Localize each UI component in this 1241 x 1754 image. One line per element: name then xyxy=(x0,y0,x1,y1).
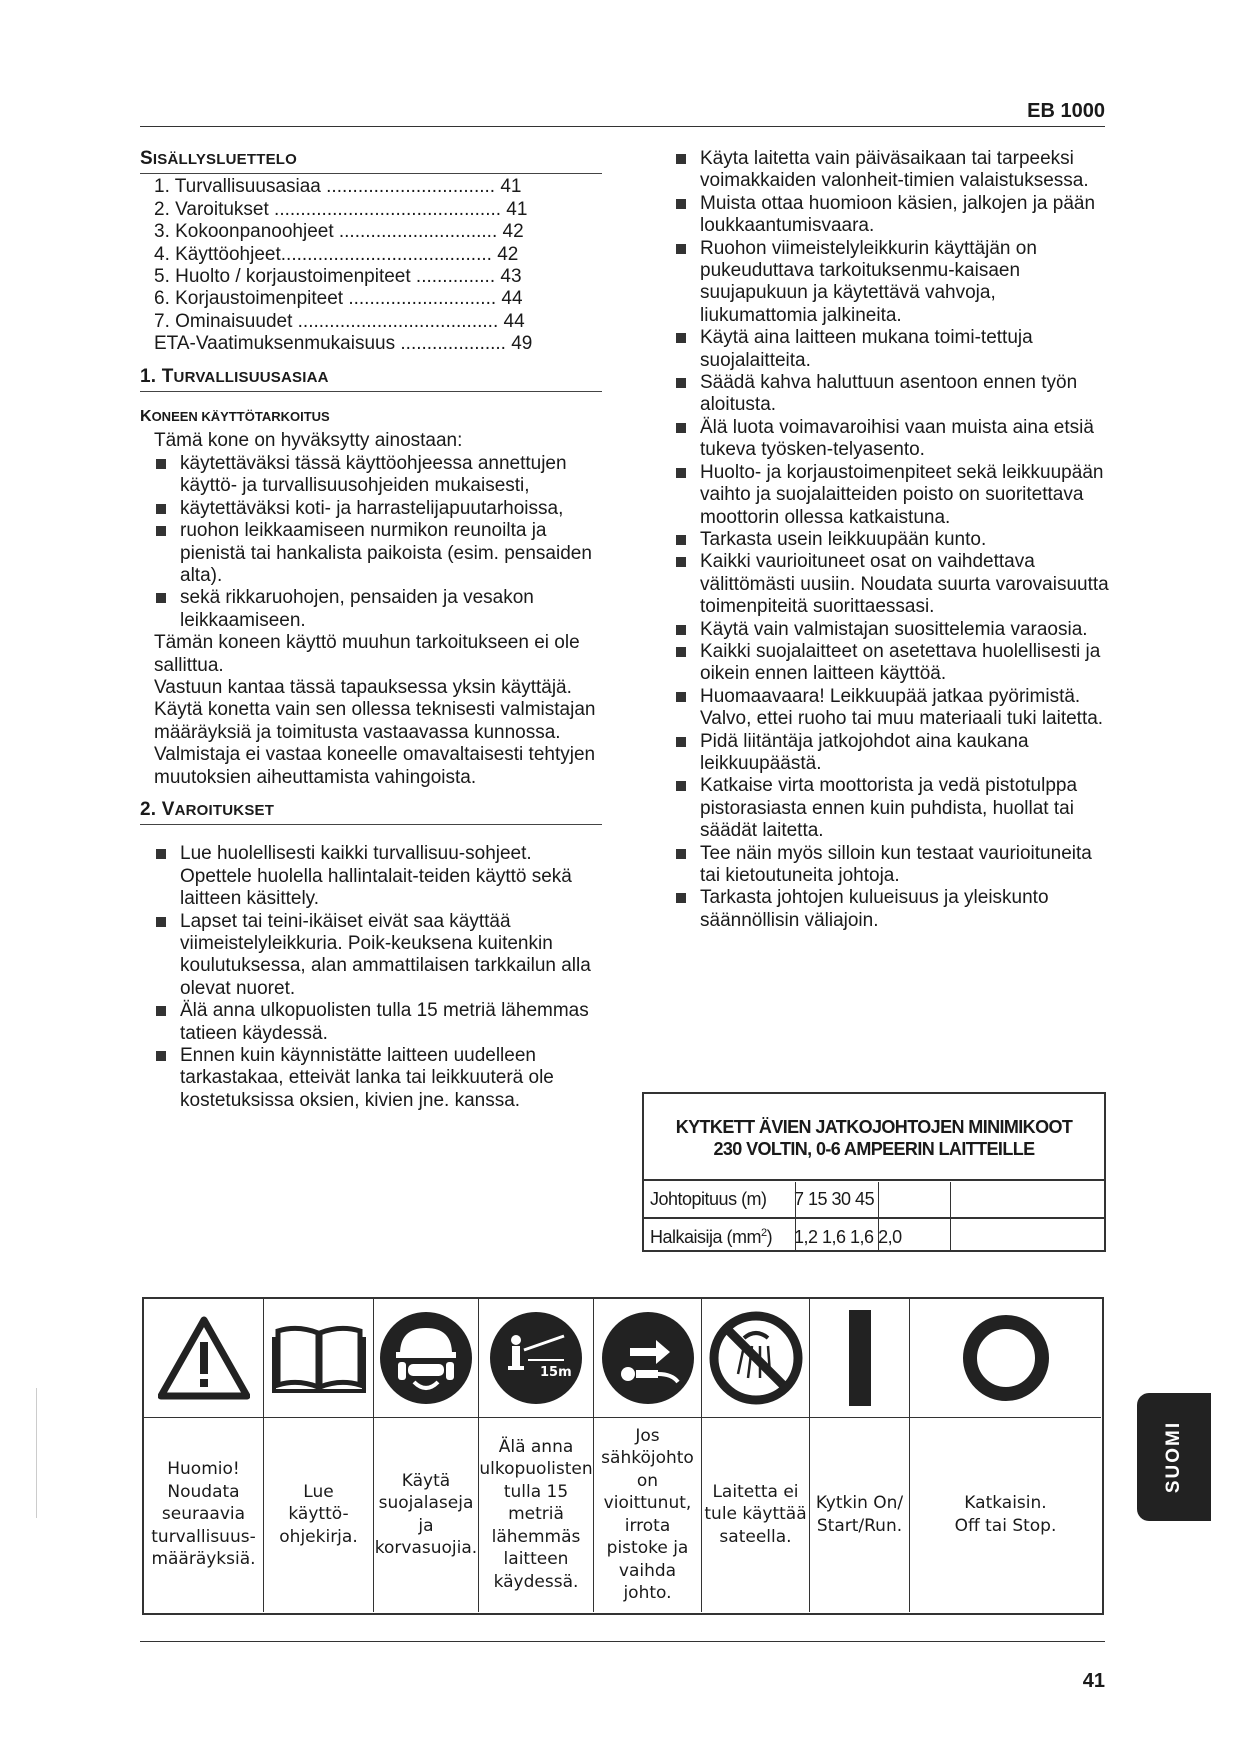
symbol-cell-protection xyxy=(374,1299,479,1612)
right-column xyxy=(660,148,1110,932)
section1-subtitle: KONEEN KÄYTTÖTARKOITUS xyxy=(140,408,330,426)
on-switch-icon xyxy=(845,1308,875,1408)
section2-bullet: Älä anna ulkopuolisten tulla 15 metriä lähemmas tatieen käydessä. xyxy=(154,1000,602,1045)
warning-bullet: Muista ottaa huomioon käsien, jalkojen ja pään loukkaantumisvaara. xyxy=(674,193,1110,238)
cable-length-values: 7 15 30 45 xyxy=(794,1189,875,1209)
section1-bullet: sekä rikkaruohojen, pensaiden ja vesakon leikkaamiseen. xyxy=(154,587,602,632)
header-rule xyxy=(140,126,1105,127)
cable-length-row xyxy=(644,1179,1104,1221)
section1-paragraph: Tämän koneen käyttö muuhun tarkoitukseen ei ole sallittua. xyxy=(154,632,580,676)
symbol-cell-on xyxy=(810,1299,910,1612)
toc-item[interactable]: 5. Huolto / korjaustoimenpiteet ............... 43 xyxy=(154,266,522,288)
section2-title: 2. VAROITUKSET xyxy=(140,799,602,825)
symbol-caption: Laitetta ei tule käyttää sateella. xyxy=(704,1481,807,1547)
symbol-cell-unplug xyxy=(594,1299,702,1612)
warning-bullet: Huomaavaara! Leikkuupää jatkaa pyörimistä. Valvo, ettei ruoho tai muu materiaali tuki laitetta. xyxy=(674,686,1110,731)
section1-bullet: käytettäväksi koti- ja harrastelijapuutarhoissa, xyxy=(154,498,602,520)
table-divider xyxy=(950,1182,951,1252)
cable-diameter-values: 1,2 1,6 1,6 2,0 xyxy=(794,1227,902,1247)
left-column xyxy=(140,148,602,1112)
warning-bullet: Pidä liitäntäja jatkojohdot aina kaukana leikkuupäästä. xyxy=(674,731,1110,776)
symbol-cell-warning xyxy=(144,1299,264,1612)
symbol-cell-distance xyxy=(479,1299,594,1612)
section1-bullet: ruohon leikkaamiseen nurmikon reunoilta ja pienistä tai hankalista paikoista (esim. pensaiden alta). xyxy=(154,520,602,587)
off-switch-icon xyxy=(960,1312,1052,1404)
warning-bullet: Älä luota voimavaroihisi vaan muista aina etsiä tukeva työsken-telyasento. xyxy=(674,417,1110,462)
page-number: 41 xyxy=(1082,1670,1105,1692)
language-tab-label: SUOMI xyxy=(1163,1420,1184,1494)
symbol-caption: Jos sähköjohto on vioittunut, irrota pistoke ja vaihda johto. xyxy=(601,1425,694,1603)
warning-bullet: Katkaise virta moottorista ja vedä pistotulppa pistorasiasta ennen kuin puhdista, huollat tai säädät laitetta. xyxy=(674,775,1110,842)
unplug-icon xyxy=(600,1310,696,1406)
distance-15m-icon xyxy=(488,1310,584,1406)
symbol-caption: Käytä suojalaseja ja korvasuojia. xyxy=(374,1470,478,1558)
symbol-cell-rain xyxy=(702,1299,810,1612)
section1-paragraph: Vastuun kantaa tässä tapauksessa yksin käyttäjä. xyxy=(154,676,572,698)
model-name: EB 1000 xyxy=(1027,100,1105,122)
symbol-cell-off xyxy=(910,1299,1101,1612)
language-tab[interactable] xyxy=(1137,1393,1211,1521)
svg-text:15m: 15m xyxy=(540,1365,572,1380)
margin-mark xyxy=(36,1388,37,1518)
symbol-caption: Kytkin On/ Start/Run. xyxy=(815,1493,904,1536)
toc-item[interactable]: 3. Kokoonpanoohjeet .............................. 42 xyxy=(154,221,524,243)
section1-intro: Tämä kone on hyväksytty ainostaan: xyxy=(154,430,463,452)
cable-diameter-label: Halkaisija $(mm^2)$ xyxy=(650,1227,773,1247)
toc-item[interactable]: 1. Turvallisuusasiaa ................................ 41 xyxy=(154,176,522,198)
warning-bullet: Kaikki suojalaitteet on asetettava huolellisesti ja oikein ennen laitteen käyttöä. xyxy=(674,641,1110,686)
table-divider xyxy=(878,1182,879,1252)
section1-title: 1. TURVALLISUUSASIAA xyxy=(140,366,602,392)
footer-rule xyxy=(140,1641,1105,1642)
cable-table-title: KYTKETT ÄVIEN JATKOJOHTOJEN MINIMIKOOT 230 VOLTIN, 0-6 AMPEERIN LAITTEILLE xyxy=(675,1117,1073,1159)
warning-bullet: Tarkasta usein leikkuupään kunto. xyxy=(674,529,1110,551)
section2-bullet: Ennen kuin käynnistätte laitteen uudelleen tarkastakaa, etteivät lanka tai leikkuuterä ole kostetuksissa oksien, kivien jne. kanssa. xyxy=(154,1045,602,1112)
warning-bullet: Tarkasta johtojen kulueisuus ja yleiskunto säännöllisin väliajoin. xyxy=(674,887,1110,932)
cable-length-label: Johtopituus (m) xyxy=(650,1189,767,1209)
table-divider xyxy=(795,1182,796,1252)
symbol-caption: Katkaisin. Off tai Stop. xyxy=(954,1493,1057,1536)
warning-bullet: Käytä aina laitteen mukana toimi-tettuja suojalaitteita. xyxy=(674,327,1110,372)
warning-bullet: Kaikki vaurioituneet osat on vaihdettava välittömästi uusiin. Noudata suurta varovaisuutta toimenpiteitä suorittaessasi. xyxy=(674,551,1110,618)
toc-item[interactable]: ETA-Vaatimuksenmukaisuus .................... 49 xyxy=(154,333,533,355)
open-book-icon xyxy=(272,1323,366,1393)
warning-bullet: Säädä kahva haluttuun asentoon ennen työn aloitusta. xyxy=(674,372,1110,417)
warning-bullet: Tee näin myös silloin kun testaat vaurioituneita tai kietoutuneita johtoja. xyxy=(674,843,1110,888)
toc-item[interactable]: 2. Varoitukset ........................................... 41 xyxy=(154,198,528,220)
warning-bullet: Ruohon viimeistelyleikkurin käyttäjän on pukeuduttava tarkoituksenmu-kaisaen suujapukuun ja käytettävä vahvoja, liukumattomia jalkineita. xyxy=(674,238,1110,328)
section2-bullet: Lapset tai teini-ikäiset eivät saa käyttää viimeistelyleikkuria. Poik-keuksena kuitenkin koulutuksessa, alan ammattilaisen tarkkailun alla olevat nuoret. xyxy=(154,911,602,1001)
helmet-goggles-icon xyxy=(378,1310,474,1406)
toc-title: SISÄLLYSLUETTELO xyxy=(140,148,602,174)
symbols-table xyxy=(142,1297,1104,1615)
toc-list xyxy=(140,176,602,355)
warning-triangle-icon xyxy=(158,1316,250,1400)
cable-size-table xyxy=(642,1092,1106,1252)
toc-item[interactable]: 7. Ominaisuudet ...................................... 44 xyxy=(154,310,525,332)
cable-diameter-row xyxy=(644,1217,1104,1259)
symbol-caption: Lue käyttö- ohjekirja. xyxy=(279,1481,358,1547)
toc-item[interactable]: 4. Käyttöohjeet........................................ 42 xyxy=(154,243,519,265)
symbol-caption: Älä anna ulkopuolisten tulla 15 metriä lähemmäs laitteen käydessä. xyxy=(479,1436,593,1592)
warning-bullet: Käytä vain valmistajan suosittelemia varaosia. xyxy=(674,619,1110,641)
no-rain-icon xyxy=(708,1310,804,1406)
symbol-caption: Huomio! Noudata seuraavia turvallisuus- määräyksiä. xyxy=(151,1459,256,1570)
section1-bullet: käytettäväksi tässä käyttöohjeessa annettujen käyttö- ja turvallisuusohjeiden mukaisesti, xyxy=(154,453,602,498)
section2-bullet: Lue huolellisesti kaikki turvallisuu-sohjeet. Opettele huolella hallintalait-teiden käyttö sekä laitteen käsittely. xyxy=(154,843,602,910)
warning-bullet: Huolto- ja korjaustoimenpiteet sekä leikkuupään vaihto ja suojalaitteiden poisto on suoritettava moottorin ollessa katkaistuna. xyxy=(674,462,1110,529)
toc-item[interactable]: 6. Korjaustoimenpiteet ............................ 44 xyxy=(154,288,523,310)
symbol-cell-book xyxy=(264,1299,374,1612)
section1-paragraph: Valmistaja ei vastaa koneelle omavaltaisesti tehtyjen muutoksien aiheuttamista vahingoista. xyxy=(154,744,596,788)
warning-bullet: Käyta laitetta vain päiväsaikaan tai tarpeeksi voimakkaiden valonheit-timien valaistuksessa. xyxy=(674,148,1110,193)
section1-paragraph: Käytä konetta vain sen ollessa teknisesti valmistajan määräyksiä ja toimitusta vastaavassa kunnossa. xyxy=(154,699,596,743)
